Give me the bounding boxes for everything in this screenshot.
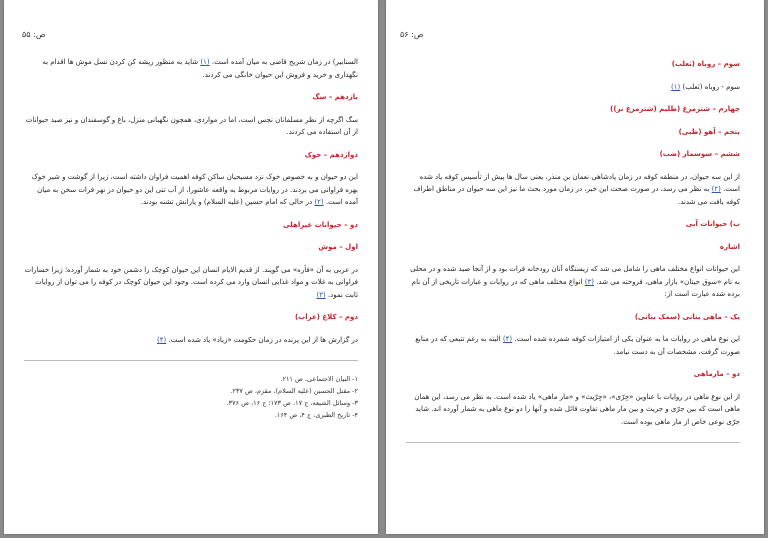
footnote-item: ۱- البیان الاجتماعی، ص ۲۱۱. — [280, 375, 358, 383]
paragraph-text: سوم - روباه (ثعلب) — [682, 82, 740, 91]
section-heading-mouse: اول – موش — [318, 243, 358, 251]
paragraph-text: در عربی به آن «فأره» می گویند. از قدیم الایام انسان این حیوان کوچک را دشمن خود به شمار آورده؛ زیرا خسارات فراوانی به غلات و مواد غذایی انسان وارد می کرده است. وجود این حیوان کوچک در کوفه را می توان از روایات ثابت نمود. — [24, 265, 358, 299]
paragraph-text: به نظر می رسد، در صورت صحت این خبر، در زمان مورد بحث ما نیز این سه حیوان در مناطق اطراف کوفه یافت می شدند. — [413, 185, 740, 206]
paragraph-text: این دو حیوان و به خصوص خوک نزد مسیحیان ساکن کوفه اهمیت فراوان داشته است، زیرا از گوشت و شیر خوک بهره فراوانی می بردند. در روایات مربوط به واقعه عاشورا، از آب تنی این دو حیوان در نهر فرات سخن به میان آمده است. — [31, 173, 358, 206]
footnote-link-4[interactable]: (۴) — [502, 335, 513, 343]
section-heading-dog: یازدهم – سگ — [312, 93, 358, 101]
section-heading-wild: دو – حیوانات غیراهلی — [283, 220, 358, 229]
section-heading-fish2: دو – مارماهی — [693, 370, 740, 378]
paragraph-text: این حیوانات انواع مختلف ماهی را شامل می شد که زیستگاه آنان رودخانه فرات بود و از آنجا صید شده و در محلی به نام «سوق حیتان» بازار ماهی، فروخته می شد. — [410, 265, 740, 286]
section-heading-deer: پنجم – آهو (ظبی) — [678, 127, 740, 136]
paragraph-text: از این سه حیوان، در منطقه کوفه در زمان پادشاهی نعمان بن منذر، یعنی سال ها پیش از تأسیس کوفه یاد شده است. — [419, 172, 740, 193]
paragraph-lizard — [406, 171, 740, 209]
paragraph-text: در گزارش ها از این پرنده در زمان حکومت «زیاد» یاد شده است. — [168, 335, 358, 344]
section-heading-aquatic: ب) حیوانات آبی — [685, 220, 740, 228]
footnote-divider — [406, 442, 740, 443]
page-number: ص: ۵۵ — [22, 30, 46, 39]
section-heading-ostrich: چهارم – شترمرغ (ظلیم (شترمرغ نر)) — [610, 105, 740, 113]
paragraph-pig — [24, 171, 358, 209]
paragraph-text: البته به رغم تتبعی که در منابع صورت گرفت، مشخصات آن به دست نیامد. — [415, 335, 740, 356]
footnote-item: ۴- تاریخ الطبری، ج ۴، ص ۱۶۴. — [274, 411, 358, 419]
footnote-item: ۳- وسائل الشیعه، ج ۱۷، ص ۱۷۳؛ ج ۱۶، ص ۳۷۶. — [226, 399, 358, 407]
paragraph-text: السنابیر) در زمان شریح قاضی به میان آمده است. — [211, 58, 358, 66]
footnote-item: ۲- مقتل الحسین (علیه السلام)، مقرم، ص ۲۳۷. — [230, 387, 358, 395]
paragraph-text: انواع مختلف ماهی که در روایات و عبارات تاریخی از آن نام برده شده عبارت است از: — [411, 277, 740, 298]
footnote-link-1[interactable]: (۱) — [200, 58, 210, 66]
footnote-link-3[interactable]: (۳) — [316, 290, 326, 299]
section-heading-fox: سوم – روباه (ثعلب) — [671, 60, 740, 68]
page-number: ص: ۵۶ — [400, 30, 424, 39]
paragraph-cat — [24, 56, 358, 81]
page-content — [406, 58, 740, 455]
section-heading-lizard: ششم – سوسمار (ضب) — [659, 150, 740, 158]
footnote-link-1[interactable]: (۱) — [671, 82, 681, 91]
document-page-55 — [4, 0, 378, 534]
section-heading-crow: دوم – کلاغ (غراب) — [294, 313, 358, 321]
paragraph-dog: سگ اگرچه از نظر مسلمانان نجس است، اما در مواردی، همچون نگهبانی منزل، باغ و گوسفندان و نیز صید حیوانات از آن استفاده می کردند. — [25, 115, 358, 136]
paragraph-fox — [406, 81, 740, 94]
page-content — [24, 56, 358, 421]
paragraph-text: در حالی که امام حسین (علیه السلام) و یارانش تشنه بودند. — [140, 198, 313, 206]
footnote-link-3[interactable]: (۳) — [584, 277, 594, 286]
paragraph-fish2: از این نوع ماهی در روایات با عناوین «جِرّی»، «جِرّیث» و «مار ماهی» یاد شده است. به نظر می رسد، این همان ماهی است که بین جرّی و جریث و بین مار ماهی تفاوت قائل شده و آنها را دو نوع ماهی به شمار آورده اند. شاید جرّی نوعی خاص از مار ماهی بوده است. — [414, 392, 740, 426]
footnote-link-4[interactable]: (۴) — [157, 335, 167, 344]
footnote-link-2[interactable]: (۲) — [314, 198, 324, 206]
paragraph-crow — [24, 334, 358, 347]
paragraph-text: شاید به منظور ریشه کن کردن نسل موش ها اقدام به نگهداری و خرید و فروش این حیوان خانگی می کردند. — [42, 58, 358, 79]
document-page-56 — [386, 0, 764, 534]
paragraph-intro — [406, 263, 740, 301]
footnote-link-2[interactable]: (۲) — [711, 185, 721, 193]
paragraph-mouse — [24, 264, 358, 302]
section-heading-fish1: یک – ماهی بنانی (سمک بنانی) — [634, 312, 740, 321]
footnote-divider — [24, 360, 358, 361]
paragraph-text: این نوع ماهی در روایات ما به عنوان یکی از امتیازات کوفه شمرده شده است. — [514, 335, 740, 343]
paragraph-fish1 — [406, 333, 740, 358]
section-heading-pig: دوازدهم – خوک — [304, 150, 358, 159]
section-heading-intro: اشاره — [719, 242, 740, 251]
